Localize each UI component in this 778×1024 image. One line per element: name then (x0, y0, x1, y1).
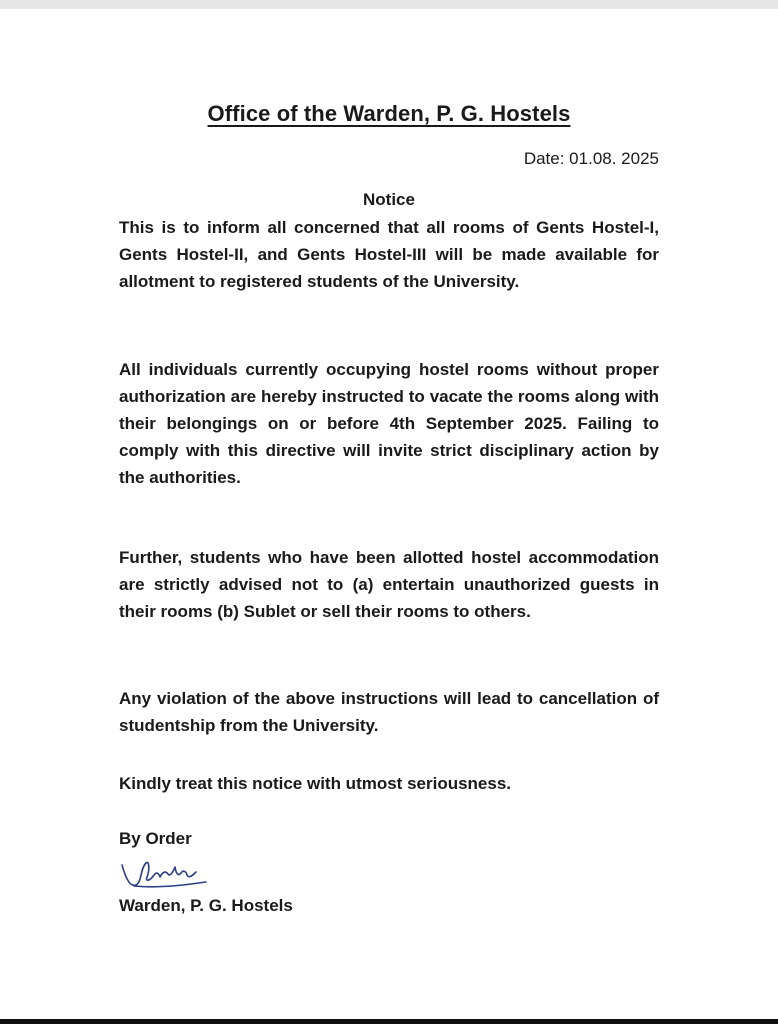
paragraph-seriousness: Kindly treat this notice with utmost seriousness. (119, 774, 512, 793)
bottom-border-strip (0, 1019, 778, 1024)
paragraph-vacate: All individuals currently occupying hostel rooms without proper authorization are hereby instructed to vacate the rooms along with their belongings on or before 4th September 2025. Failing to comply with this directive will invite strict disciplinary action by the authorities. (119, 360, 659, 487)
notice-page (0, 9, 778, 1019)
signatory-designation: Warden, P. G. Hostels (119, 896, 293, 915)
notice-date: Date: 01.08. 2025 (523, 149, 659, 168)
by-order-label: By Order (119, 829, 192, 848)
notice-title: Notice (363, 190, 415, 209)
top-border-strip (0, 0, 778, 9)
paragraph-advisory: Further, students who have been allotted hostel accommodation are strictly advised not to (a) entertain unauthorized guests in their rooms (b) Sublet or sell their rooms to others. (119, 548, 659, 621)
handwritten-signature (116, 855, 216, 895)
paragraph-violation: Any violation of the above instructions will lead to cancellation of studentship from the University. (119, 689, 659, 735)
paragraph-allotment: This is to inform all concerned that all rooms of Gents Hostel-I, Gents Hostel-II, and Gents Hostel-III will be made available for allotment to registered students of the University. (119, 218, 659, 291)
office-heading: Office of the Warden, P. G. Hostels (207, 101, 571, 126)
